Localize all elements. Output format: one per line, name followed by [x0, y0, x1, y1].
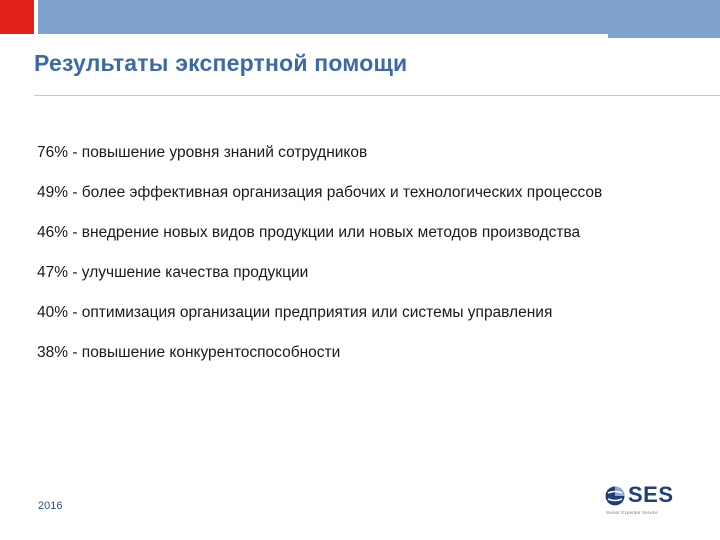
- result-item: 47% - улучшение качества продукции: [37, 264, 309, 281]
- red-accent-square: [0, 0, 34, 34]
- header-band: [0, 0, 720, 34]
- result-item: 49% - более эффективная организация рабочих и технологических процессов: [37, 184, 603, 201]
- footer-year: 2016: [38, 500, 63, 512]
- result-item: 40% - оптимизация организации предприятия или системы управления: [37, 304, 553, 321]
- results-list: [37, 137, 677, 377]
- ses-logo-icon: [605, 486, 625, 506]
- ses-logo: [605, 484, 687, 522]
- blue-header-bar-step: [608, 34, 720, 38]
- slide-title: Результаты экспертной помощи: [34, 50, 408, 76]
- logo-text: SES: [628, 482, 674, 507]
- result-item: 38% - повышение конкурентоспособности: [37, 344, 341, 361]
- blue-header-bar: [38, 0, 720, 34]
- logo-subtitle: Senior Experten Service: [606, 510, 658, 515]
- title-divider: [34, 95, 720, 96]
- result-item: 76% - повышение уровня знаний сотрудников: [37, 144, 368, 161]
- result-item: 46% - внедрение новых видов продукции или новых методов производства: [37, 224, 581, 241]
